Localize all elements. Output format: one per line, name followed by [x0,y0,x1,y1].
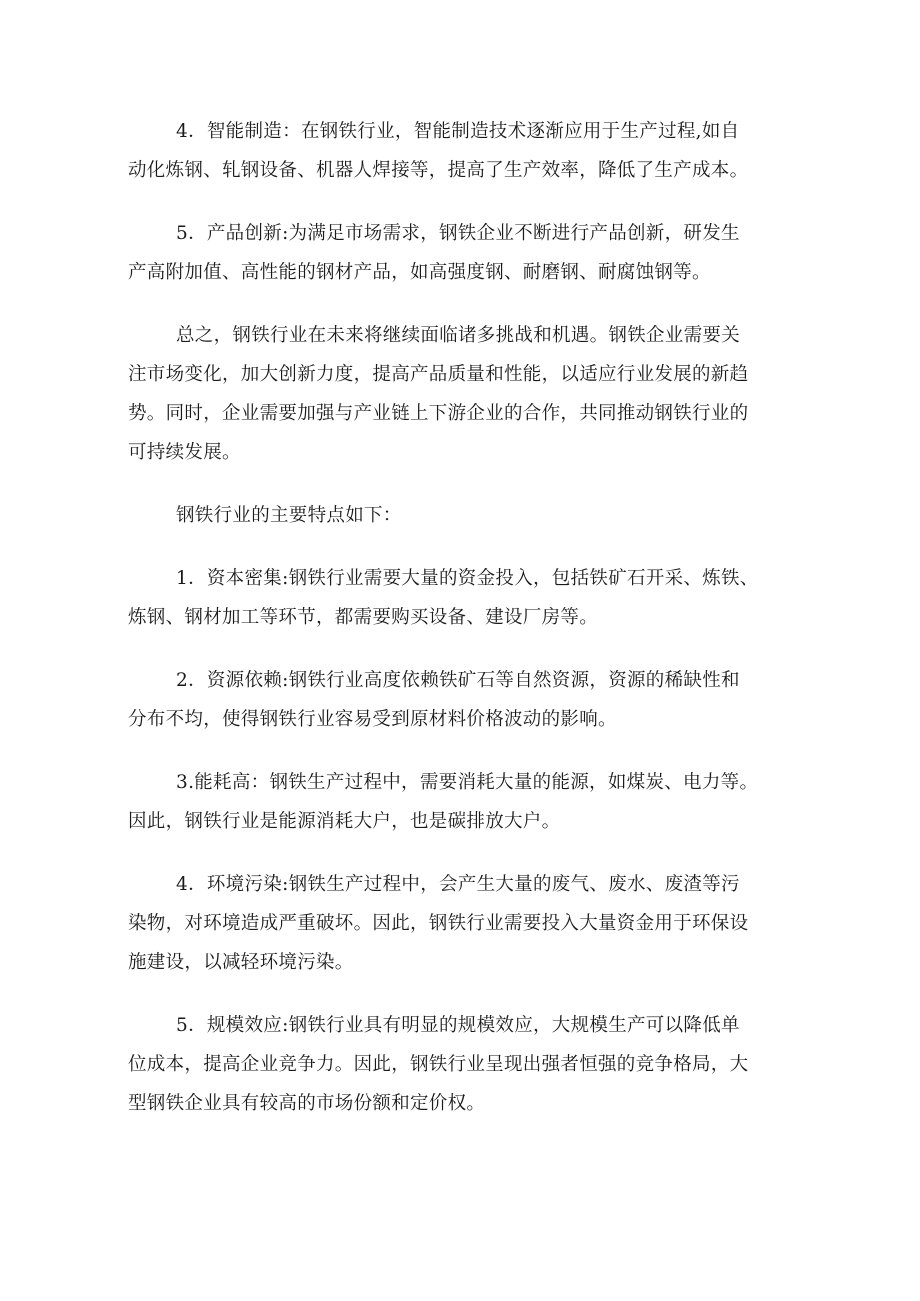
text-line: 产高附加值、高性能的钢材产品，如高强度钢、耐磨钢、耐腐蚀钢等。 [128,262,711,283]
text-line: 位成本，提高企业竞争力。因此，钢铁行业呈现出强者恒强的竞争格局，大 [128,1054,749,1075]
paragraph-high-energy [128,763,802,841]
text-line: 总之，钢铁行业在未来将继续面临诸多挑战和机遇。钢铁企业需要关 [176,325,741,346]
text-line: 2．资源依赖:钢铁行业高度依赖铁矿石等自然资源，资源的稀缺性和 [176,670,740,691]
text-line: 5．规模效应:钢铁行业具有明显的规模效应，大规模生产可以降低单 [176,1015,740,1036]
paragraph-resource-dependence [128,661,802,739]
text-line: 因此，钢铁行业是能源消耗大户，也是碳排放大户。 [128,811,561,832]
text-line: 型钢铁企业具有较高的市场份额和定价权。 [128,1093,486,1114]
text-line: 动化炼钢、轧钢设备、机器人焊接等，提高了生产效率，降低了生产成本。 [128,160,749,181]
paragraph-scale-effect [128,1006,802,1123]
paragraph-pollution [128,865,802,982]
text-line: 施建设，以减轻环境污染。 [128,952,354,973]
text-line: 分布不均，使得钢铁行业容易受到原材料价格波动的影响。 [128,709,617,730]
paragraph-product-innovation [128,214,802,292]
paragraph-capital-intensive [128,559,802,637]
text-line: 势。同时，企业需要加强与产业链上下游企业的合作，共同推动钢铁行业的 [128,403,749,424]
text-line: 可持续发展。 [128,442,241,463]
text-line: 炼钢、钢材加工等环节，都需要购买设备、建设厂房等。 [128,607,599,628]
text-line: 3.能耗高：钢铁生产过程中，需要消耗大量的能源，如煤炭、电力等。 [176,772,759,793]
text-line: 4．智能制造：在钢铁行业，智能制造技术逐渐应用于生产过程,如自 [176,121,740,142]
text-line: 注市场变化，加大创新力度，提高产品质量和性能，以适应行业发展的新趋 [128,364,749,385]
paragraph-intelligent-manufacturing [128,112,802,190]
text-line: 染物，对环境造成严重破坏。因此，钢铁行业需要投入大量资金用于环保设 [128,913,749,934]
text-line: 4．环境污染:钢铁生产过程中，会产生大量的废气、废水、废渣等污 [176,874,740,895]
text-line: 钢铁行业的主要特点如下： [176,505,402,526]
text-line: 5．产品创新:为满足市场需求，钢铁企业不断进行产品创新，研发生 [176,223,740,244]
paragraph-features-heading [128,496,802,535]
text-line: 1．资本密集:钢铁行业需要大量的资金投入，包括铁矿石开采、炼铁、 [176,568,759,589]
paragraph-summary [128,316,802,472]
